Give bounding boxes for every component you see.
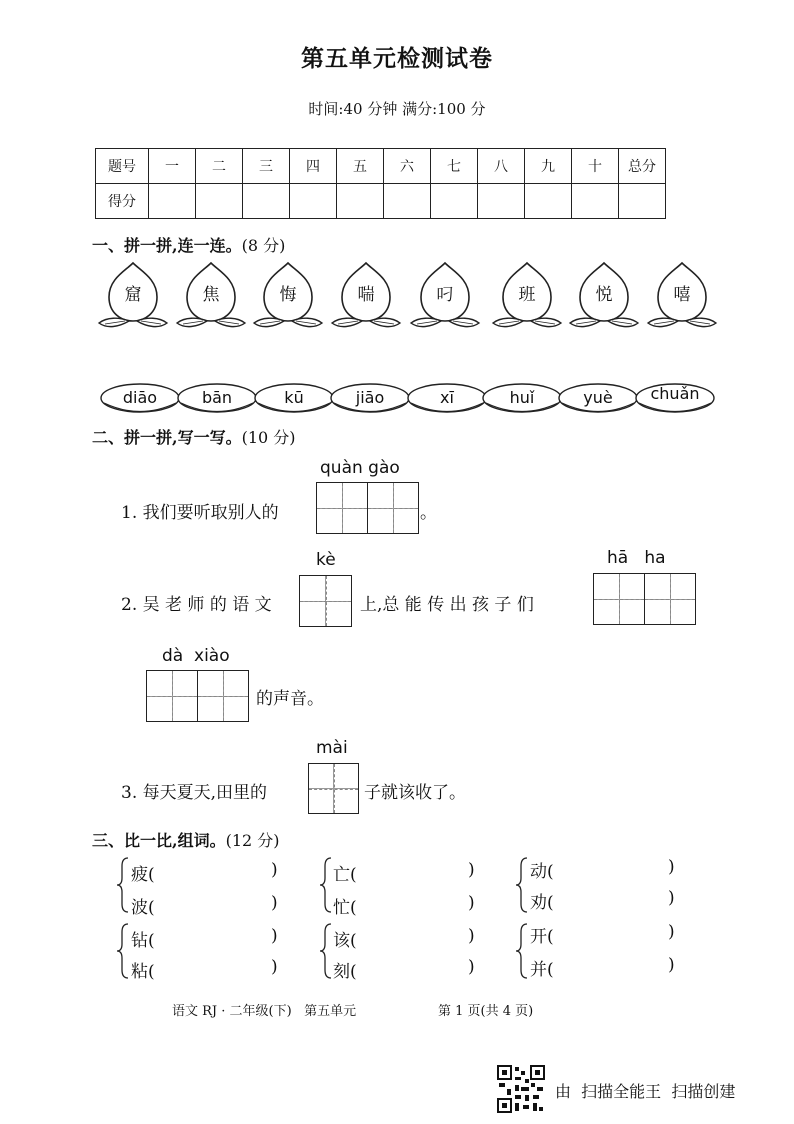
section-points: (12 分) xyxy=(225,831,280,850)
section-points: (10 分) xyxy=(241,428,296,447)
score-table-cell: 十 xyxy=(572,149,619,184)
pinyin-option[interactable]: kū xyxy=(284,388,304,407)
brace-group xyxy=(0,850,794,980)
score-table-cell: 三 xyxy=(243,149,290,184)
section-heading-text: 三、比一比,组词。 xyxy=(92,831,226,850)
pinyin-option[interactable]: yuè xyxy=(583,388,613,407)
pinyin-hint: hā ha xyxy=(607,548,666,568)
question-text: 上,总 能 传 出 孩 子 们 xyxy=(360,595,534,615)
brace-icon xyxy=(117,858,128,912)
score-table-score-row xyxy=(96,184,666,219)
compare-word: 波( xyxy=(131,898,155,918)
score-table xyxy=(95,148,666,219)
section-3-heading xyxy=(92,828,280,851)
paren-close: ) xyxy=(668,955,675,975)
paren-close: ) xyxy=(271,926,278,946)
compare-word: 动( xyxy=(530,862,554,882)
question-text: 2. 吴 老 师 的 语 文 xyxy=(121,595,272,615)
score-input-cell[interactable] xyxy=(431,184,478,219)
pinyin-option[interactable]: jiāo xyxy=(355,388,385,407)
question-text: 3. 每天夏天,田里的 xyxy=(121,783,268,803)
score-table-cell: 四 xyxy=(290,149,337,184)
paren-close: ) xyxy=(468,860,475,880)
writing-grid-box[interactable] xyxy=(644,573,696,625)
paren-close: ) xyxy=(468,893,475,913)
pinyin-option[interactable]: xī xyxy=(440,388,454,407)
compare-word: 粘( xyxy=(131,962,155,982)
score-table-cell: 总分 xyxy=(619,149,666,184)
score-table-cell: 九 xyxy=(525,149,572,184)
score-table-cell: 七 xyxy=(431,149,478,184)
paren-close: ) xyxy=(468,926,475,946)
score-table-cell: 题号 xyxy=(96,149,149,184)
peach-character[interactable]: 喘 xyxy=(357,285,375,305)
writing-grid-box[interactable] xyxy=(146,670,198,722)
score-input-cell[interactable] xyxy=(149,184,196,219)
peach-character[interactable]: 悦 xyxy=(595,285,613,305)
paren-close: ) xyxy=(668,888,675,908)
score-input-cell[interactable] xyxy=(572,184,619,219)
pinyin-hint: mài xyxy=(316,738,348,758)
brace-icon xyxy=(516,924,527,978)
section-heading-text: 一、拼一拼,连一连。 xyxy=(92,236,242,255)
pinyin-option[interactable]: diāo xyxy=(122,388,158,407)
peach-character[interactable]: 悔 xyxy=(279,285,297,305)
time-score-info: 时间:40 分钟 满分:100 分 xyxy=(308,100,486,118)
writing-grid-box[interactable] xyxy=(299,575,352,627)
pinyin-option[interactable]: bān xyxy=(201,388,233,407)
qr-code-icon xyxy=(497,1065,545,1113)
score-table-cell: 八 xyxy=(478,149,525,184)
brace-icon xyxy=(320,924,331,978)
footer-course: 语文 RJ · 二年级(下) 第五单元 xyxy=(172,1004,357,1019)
paren-close: ) xyxy=(271,860,278,880)
compare-word: 劝( xyxy=(530,893,554,913)
compare-word: 钻( xyxy=(131,931,155,951)
score-table-cell: 五 xyxy=(337,149,384,184)
brace-icon xyxy=(117,924,128,978)
brace-icon xyxy=(320,858,331,912)
writing-grid-box[interactable] xyxy=(593,573,645,625)
compare-word: 并( xyxy=(530,960,554,980)
score-input-cell[interactable] xyxy=(243,184,290,219)
score-input-cell[interactable] xyxy=(525,184,572,219)
pinyin-hint: quàn gào xyxy=(320,458,400,478)
section-2-heading xyxy=(92,425,296,448)
question-text: 子就该收了。 xyxy=(364,783,466,803)
compare-word: 忙( xyxy=(333,898,357,918)
scanner-watermark: 由 扫描全能王 扫描创建 xyxy=(555,1082,736,1101)
score-input-cell[interactable] xyxy=(478,184,525,219)
peach-character[interactable]: 叼 xyxy=(436,285,454,305)
score-input-cell[interactable] xyxy=(384,184,431,219)
score-input-cell[interactable] xyxy=(196,184,243,219)
score-input-cell[interactable] xyxy=(619,184,666,219)
question-text: 的声音。 xyxy=(256,689,324,709)
score-table-header-row xyxy=(96,149,666,184)
peach-character[interactable]: 嘻 xyxy=(673,285,691,305)
section-points: (8 分) xyxy=(241,236,286,255)
pinyin-hint: dà xiào xyxy=(162,646,230,666)
score-table-cell: 六 xyxy=(384,149,431,184)
score-input-cell[interactable] xyxy=(337,184,384,219)
compare-word: 亡( xyxy=(333,865,357,885)
compare-word: 开( xyxy=(530,927,554,947)
section-heading-text: 二、拼一拼,写一写。 xyxy=(92,428,242,447)
footer-page-number: 第 1 页(共 4 页) xyxy=(438,1004,534,1019)
paren-close: ) xyxy=(271,893,278,913)
paren-close: ) xyxy=(668,857,675,877)
score-table-cell: 二 xyxy=(196,149,243,184)
peach-character[interactable]: 窟 xyxy=(124,285,142,305)
pinyin-option[interactable]: huǐ xyxy=(509,388,535,407)
score-table-cell: 得分 xyxy=(96,184,149,219)
writing-grid-box[interactable] xyxy=(316,482,368,534)
writing-grid-box[interactable] xyxy=(197,670,249,722)
compare-word: 该( xyxy=(333,931,357,951)
question-text: 。 xyxy=(420,503,437,523)
section-1-heading xyxy=(92,233,285,256)
compare-word: 疲( xyxy=(131,865,155,885)
score-table-cell: 一 xyxy=(149,149,196,184)
score-input-cell[interactable] xyxy=(290,184,337,219)
page-title: 第五单元检测试卷 xyxy=(301,45,493,72)
paren-close: ) xyxy=(271,957,278,977)
paren-close: ) xyxy=(468,957,475,977)
question-text: 1. 我们要听取别人的 xyxy=(121,503,279,523)
peach-character[interactable]: 焦 xyxy=(202,285,220,305)
writing-grid-box[interactable] xyxy=(308,763,359,814)
writing-grid-box[interactable] xyxy=(367,482,419,534)
pinyin-hint: kè xyxy=(316,550,336,570)
pinyin-option[interactable]: chuǎn xyxy=(650,384,700,403)
compare-word: 刻( xyxy=(333,962,357,982)
paren-close: ) xyxy=(668,922,675,942)
brace-icon xyxy=(516,858,527,912)
peach-character[interactable]: 班 xyxy=(518,285,536,305)
